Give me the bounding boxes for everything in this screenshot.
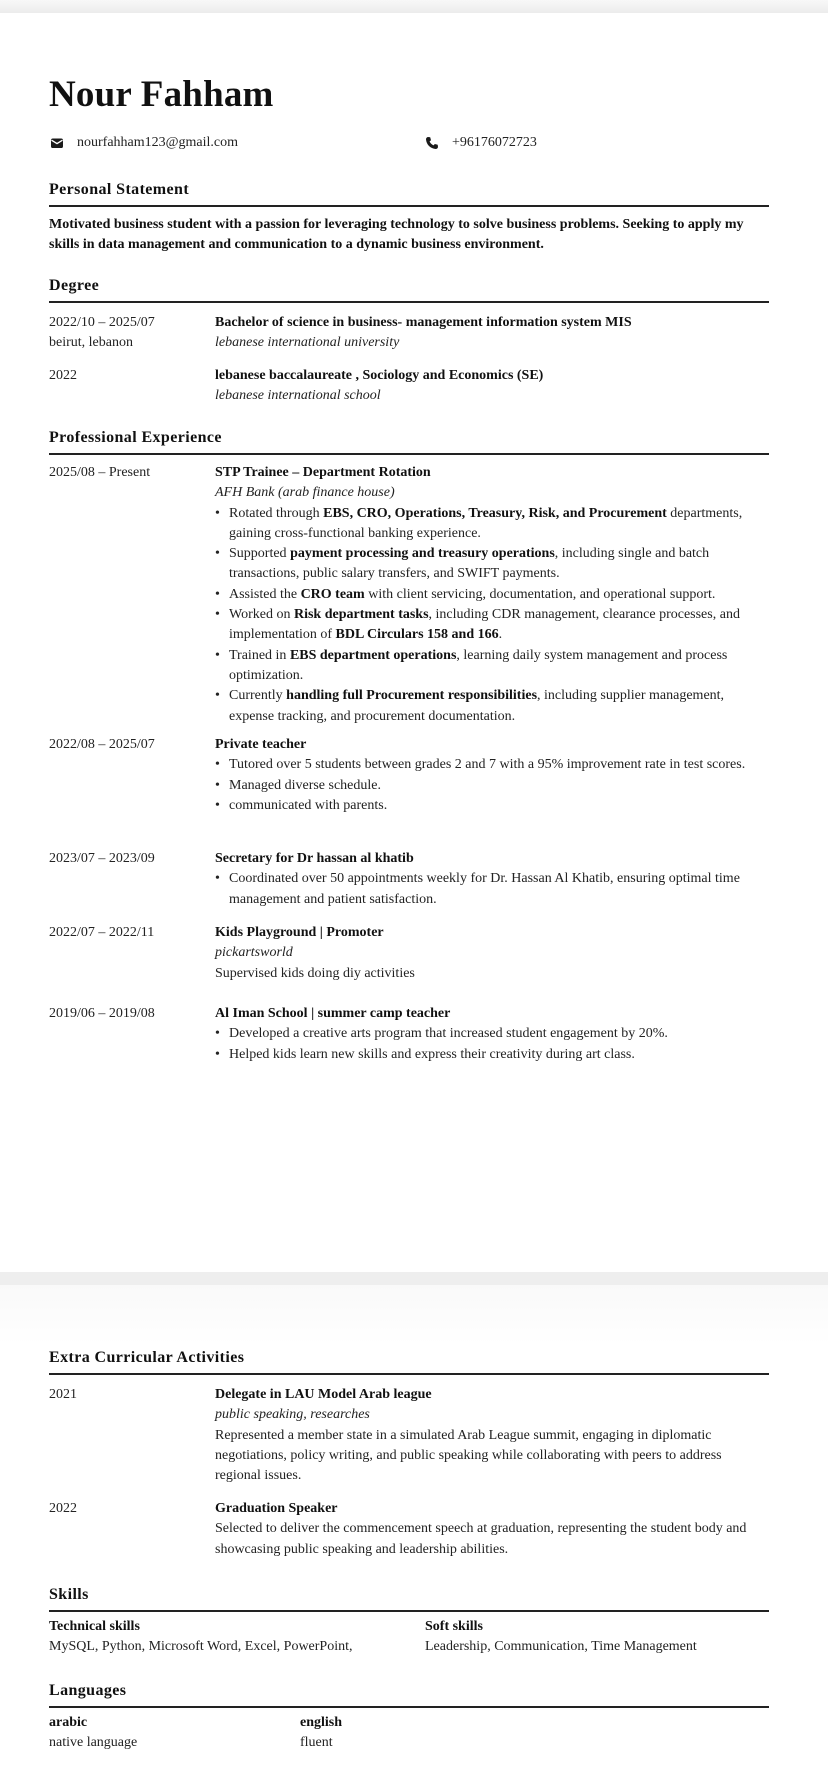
experience-date: 2022/08 – 2025/07 (49, 737, 155, 752)
bullet-item: • Tutored over 5 students between grades 2 and 7 with a 95% improvement rate in test scores. (215, 755, 770, 775)
page-2-top-edge (0, 1285, 828, 1345)
page-break (0, 1272, 828, 1285)
bullet-item: • Trained in EBS department operations, learning daily system management and process optimization. (215, 646, 770, 687)
experience-title: Secretary for Dr hassan al khatib (215, 851, 414, 866)
bullet-item: • Currently handling full Procurement responsibilities, including supplier management, expense tracking, and procurement documentation. (215, 686, 770, 727)
experience-bullets (215, 755, 770, 816)
activity-description: Selected to deliver the commencement speech at graduation, representing the student body and showcasing public speaking and leadership abilities. (215, 1521, 747, 1557)
experience-bullets (215, 504, 770, 727)
contact-phone[interactable] (425, 133, 537, 153)
phone-text[interactable]: +96176072723 (452, 135, 537, 150)
degree-date: 2022/10 – 2025/07 (49, 315, 155, 330)
skill-group-value: Leadership, Communication, Time Management (425, 1639, 697, 1654)
degree-title: lebanese baccalaureate , Sociology and Economics (SE) (215, 368, 544, 383)
bullet-item: • Rotated through EBS, CRO, Operations, Treasury, Risk, and Procurement departments, gaining cross-functional banking experience. (215, 504, 770, 545)
skill-group-soft (425, 1617, 769, 1657)
degree-institution: lebanese international university (215, 335, 400, 351)
skill-group-technical (49, 1617, 409, 1657)
contact-email[interactable] (50, 133, 238, 153)
experience-company: AFH Bank (arab finance house) (215, 485, 395, 501)
bullet-item: • Managed diverse schedule. (215, 776, 770, 796)
resume-name: Nour Fahham (49, 74, 274, 115)
activity-subtitle: public speaking, researches (215, 1407, 370, 1423)
skill-group-name: Soft skills (425, 1619, 483, 1634)
bullet-item: • Helped kids learn new skills and express their creativity during art class. (215, 1045, 770, 1065)
activity-description: Represented a member state in a simulated Arab League summit, engaging in diplomatic negotiations, policy writing, and public speaking while collaborating with peers to address regional issues. (215, 1427, 722, 1484)
language-name: english (300, 1715, 343, 1730)
experience-date: 2022/07 – 2022/11 (49, 925, 155, 940)
personal-statement-text: Motivated business student with a passion for leveraging technology to solve business problems. Seeking to apply my skills in data management and communication to a dynamic business environment. (49, 217, 744, 252)
skill-group-value: MySQL, Python, Microsoft Word, Excel, PowerPoint, (49, 1639, 353, 1654)
experience-title: Al Iman School | summer camp teacher (215, 1006, 451, 1021)
experience-date: 2023/07 – 2023/09 (49, 851, 155, 866)
bullet-item: • Developed a creative arts program that increased student engagement by 20%. (215, 1024, 770, 1044)
section-heading-degree: Degree (49, 276, 769, 303)
experience-company: pickartsworld (215, 945, 293, 961)
section-heading-professional-experience: Professional Experience (49, 428, 769, 455)
language-item-english (300, 1713, 540, 1753)
envelope-icon (50, 136, 64, 150)
bullet-item: • Worked on Risk department tasks, including CDR management, clearance processes, and implementation of BDL Circulars 158 and 166. (215, 605, 770, 646)
language-level: native language (49, 1735, 138, 1750)
phone-icon (425, 136, 439, 150)
experience-title: Kids Playground | Promoter (215, 925, 384, 940)
experience-bullets (215, 1024, 770, 1065)
section-heading-extra-curricular: Extra Curricular Activities (49, 1348, 769, 1375)
experience-title: Private teacher (215, 737, 307, 752)
experience-date: 2025/08 – Present (49, 465, 151, 480)
section-heading-skills: Skills (49, 1585, 769, 1612)
page-top-edge (0, 0, 828, 13)
bullet-item: • Assisted the CRO team with client servicing, documentation, and operational support. (215, 585, 770, 605)
activity-title: Delegate in LAU Model Arab league (215, 1387, 432, 1402)
language-name: arabic (49, 1715, 88, 1730)
activity-date: 2021 (49, 1387, 77, 1402)
section-heading-personal-statement: Personal Statement (49, 180, 769, 207)
bullet-item: • Supported payment processing and treasury operations, including single and batch transactions, public salary transfers, and SWIFT payments. (215, 544, 770, 585)
degree-date: 2022 (49, 368, 77, 383)
language-level: fluent (300, 1735, 333, 1750)
bullet-item: • Coordinated over 50 appointments weekly for Dr. Hassan Al Khatib, ensuring optimal time management and patient satisfaction. (215, 869, 770, 910)
bullet-item: • communicated with parents. (215, 796, 770, 816)
skill-group-name: Technical skills (49, 1619, 140, 1634)
experience-bullets (215, 869, 770, 910)
degree-location: beirut, lebanon (49, 335, 133, 351)
section-heading-languages: Languages (49, 1681, 769, 1708)
degree-title: Bachelor of science in business- management information system MIS (215, 315, 632, 330)
experience-description: Supervised kids doing diy activities (215, 965, 415, 981)
language-item-arabic (49, 1713, 289, 1753)
experience-title: STP Trainee – Department Rotation (215, 465, 431, 480)
experience-date: 2019/06 – 2019/08 (49, 1006, 155, 1021)
degree-institution: lebanese international school (215, 388, 381, 404)
activity-date: 2022 (49, 1501, 77, 1516)
activity-title: Graduation Speaker (215, 1501, 338, 1516)
email-text[interactable]: nourfahham123@gmail.com (77, 135, 239, 150)
